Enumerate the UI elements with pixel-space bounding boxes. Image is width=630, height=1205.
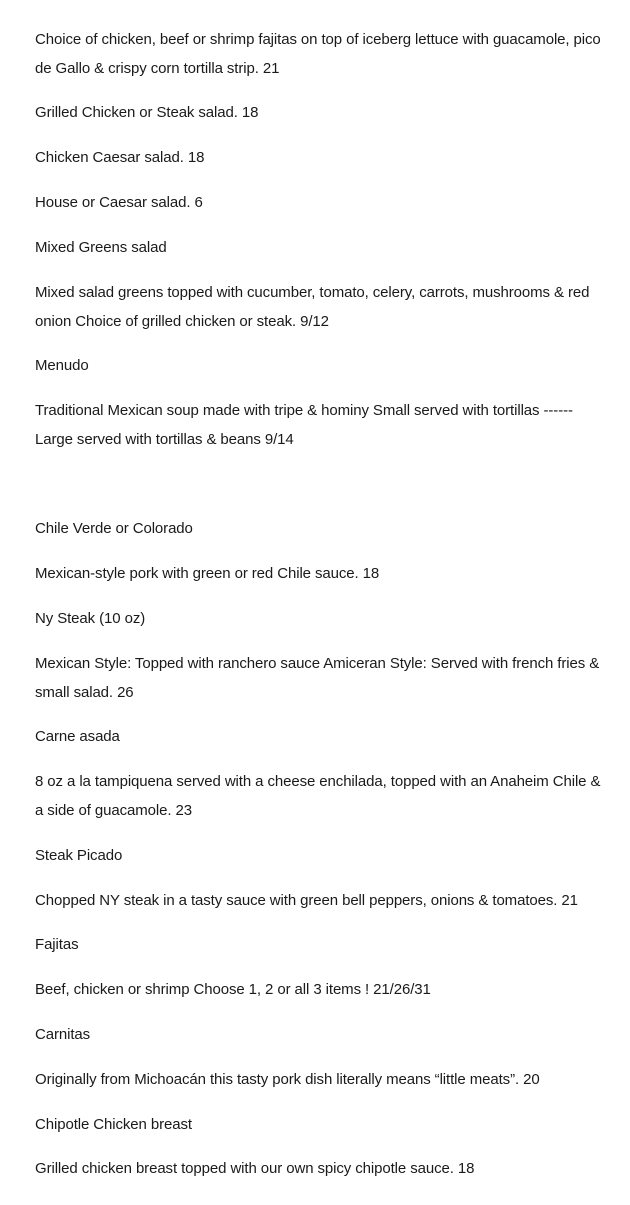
menu-item-title: Menudo xyxy=(35,357,89,374)
menu-item-description: Mexican Style: Topped with ranchero sauce Amiceran Style: Served with french fries & small salad. 26 xyxy=(35,655,600,701)
menu-item-description: Chicken Caesar salad. 18 xyxy=(35,149,205,166)
menu-item-title: Mixed Greens salad xyxy=(35,239,167,256)
menu-item-title: Ny Steak (10 oz) xyxy=(35,610,146,627)
menu-item-description: Grilled chicken breast topped with our own spicy chipotle sauce. 18 xyxy=(35,1160,475,1177)
menu-item-title: Steak Picado xyxy=(35,847,123,864)
menu-item-title: Carne asada xyxy=(35,728,120,745)
menu-item-title: Fajitas xyxy=(35,936,79,953)
menu-item-description: 8 oz a la tampiquena served with a cheese enchilada, topped with an Anaheim Chile & a side of guacamole. 23 xyxy=(35,773,601,819)
menu-item-title: Chipotle Chicken breast xyxy=(35,1116,192,1133)
menu-item-description: Mixed salad greens topped with cucumber, tomato, celery, carrots, mushrooms & red onion Choice of grilled chicken or steak. 9/12 xyxy=(35,284,590,330)
menu-item-title: Carnitas xyxy=(35,1026,91,1043)
menu-item-description: Chopped NY steak in a tasty sauce with green bell peppers, onions & tomatoes. 21 xyxy=(35,892,578,909)
menu-item-description: Choice of chicken, beef or shrimp fajitas on top of iceberg lettuce with guacamole, pico de Gallo & crispy corn tortilla strip. 21 xyxy=(35,31,601,77)
menu-item-description: Beef, chicken or shrimp Choose 1, 2 or all 3 items ! 21/26/31 xyxy=(35,981,431,998)
menu-item-description: Grilled Chicken or Steak salad. 18 xyxy=(35,104,259,121)
menu-item-description: House or Caesar salad. 6 xyxy=(35,194,203,211)
menu-item-description: Traditional Mexican soup made with tripe & hominy Small served with tortillas ------ Large served with tortillas & beans 9/14 xyxy=(35,402,573,448)
menu-item-description: Originally from Michoacán this tasty pork dish literally means “little meats”. 20 xyxy=(35,1071,540,1088)
menu-item-title: Chile Verde or Colorado xyxy=(35,520,193,537)
menu-item-description: Mexican-style pork with green or red Chile sauce. 18 xyxy=(35,565,380,582)
